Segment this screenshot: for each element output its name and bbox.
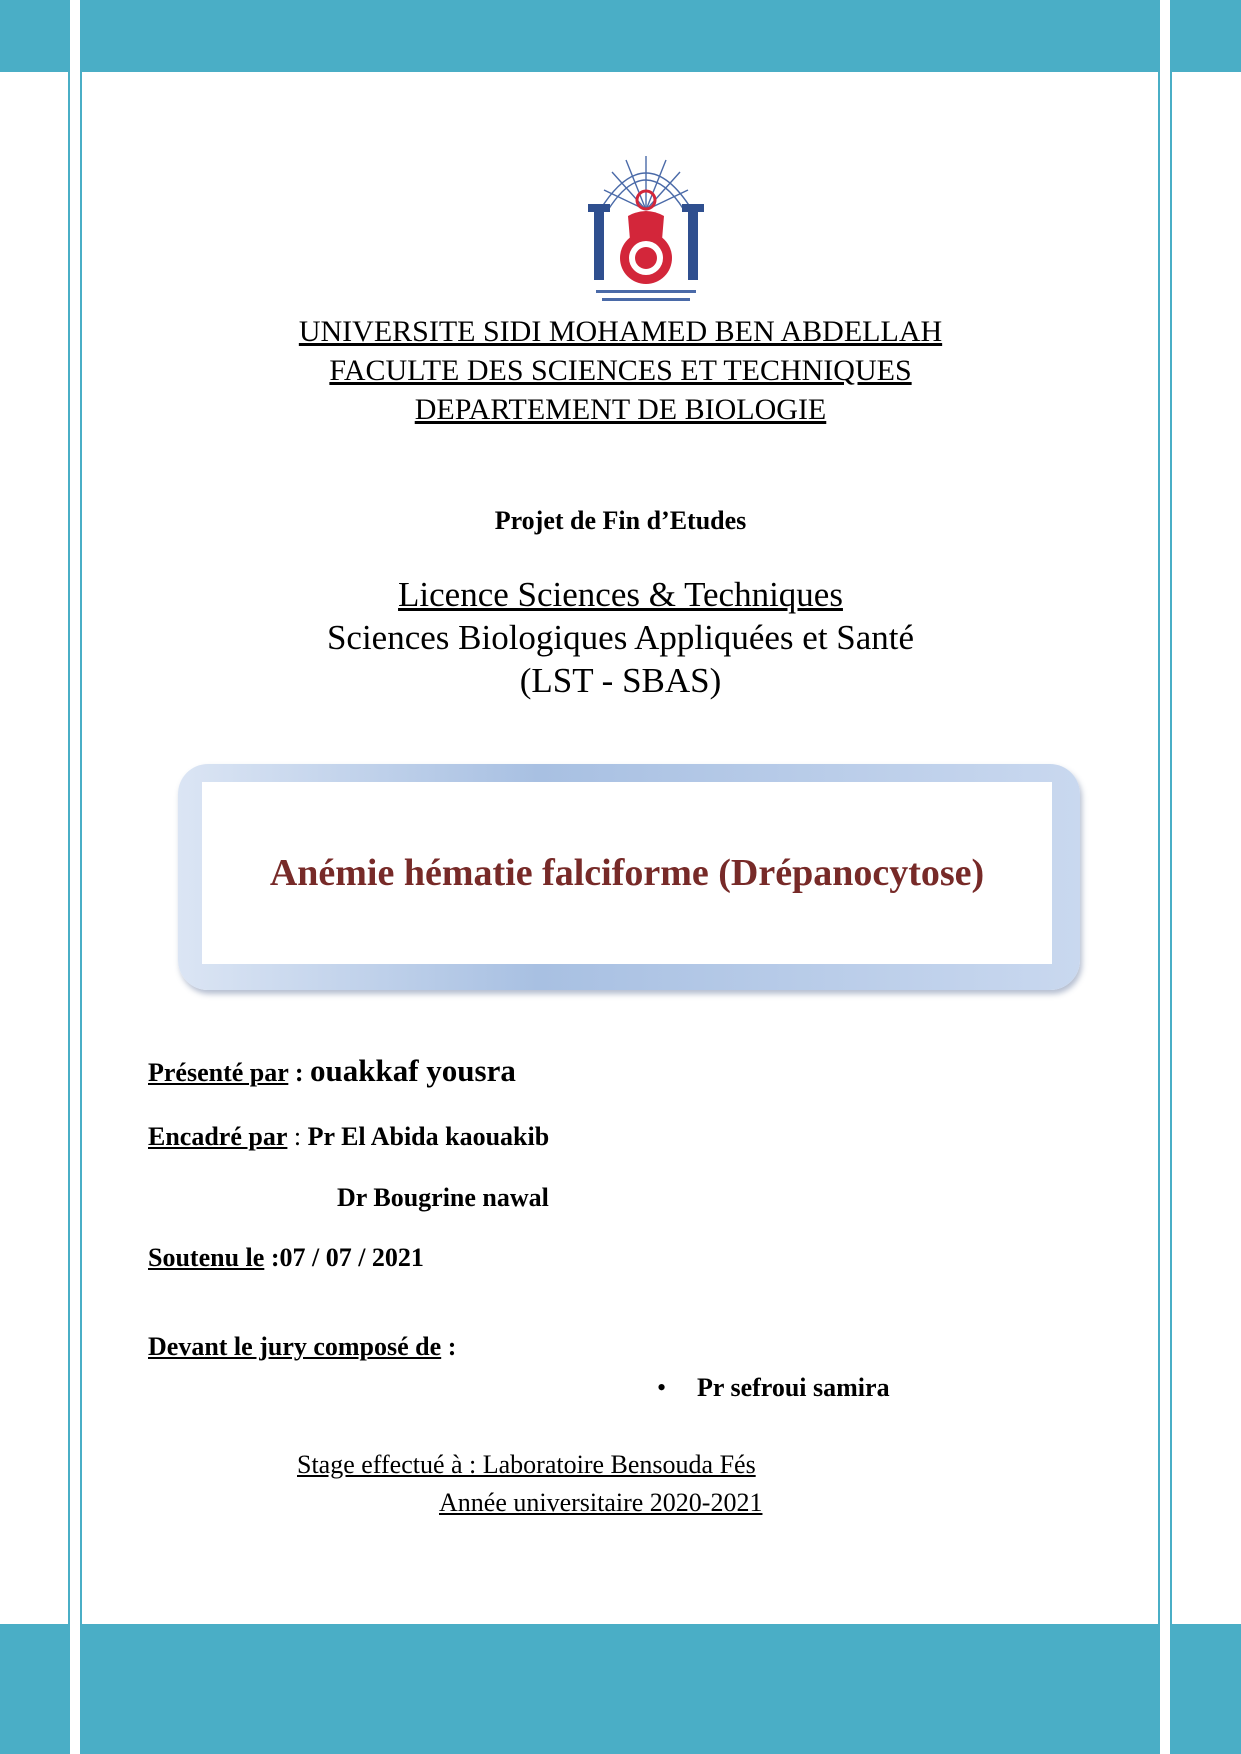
supervised-label: Encadré par bbox=[148, 1122, 288, 1151]
presented-by-line bbox=[148, 1053, 516, 1089]
degree-name: Licence Sciences & Techniques bbox=[398, 575, 843, 614]
student-name: ouakkaf yousra bbox=[309, 1053, 516, 1088]
border-line-left-inner bbox=[80, 0, 82, 1754]
internship-location: Stage effectué à : Laboratoire Bensouda Fés bbox=[297, 1450, 756, 1479]
program-block bbox=[0, 573, 1241, 702]
program-acronym: (LST - SBAS) bbox=[519, 661, 722, 700]
border-line-right-inner bbox=[1158, 0, 1160, 1754]
border-line-right-outer bbox=[1170, 0, 1172, 1754]
title-panel bbox=[202, 782, 1052, 964]
bottom-border-band-right bbox=[1172, 1624, 1241, 1754]
presented-separator: : bbox=[288, 1058, 310, 1087]
thesis-title: Anémie hématie falciforme (Drépanocytose) bbox=[269, 852, 985, 894]
jury-list-item bbox=[657, 1373, 890, 1403]
jury-separator: : bbox=[441, 1332, 457, 1361]
top-border-band-right bbox=[1172, 0, 1241, 72]
supervised-separator: : bbox=[287, 1122, 308, 1151]
defense-date-line bbox=[148, 1243, 424, 1273]
jury-label: Devant le jury composé de bbox=[148, 1332, 442, 1361]
university-name: UNIVERSITE SIDI MOHAMED BEN ABDELLAH bbox=[298, 315, 943, 348]
top-border-band-left bbox=[0, 0, 68, 72]
supervised-by-line bbox=[148, 1122, 549, 1152]
project-type: Projet de Fin d’Etudes bbox=[494, 506, 747, 535]
department-name: DEPARTEMENT DE BIOLOGIE bbox=[414, 393, 827, 426]
institution-header bbox=[0, 312, 1241, 429]
border-line-left-outer bbox=[68, 0, 70, 1754]
bottom-border-band-left bbox=[0, 1624, 68, 1754]
bottom-border-band bbox=[82, 1624, 1158, 1754]
supervisor-1: Pr El Abida kaouakib bbox=[307, 1122, 550, 1151]
field-name: Sciences Biologiques Appliquées et Santé bbox=[326, 618, 915, 657]
defense-date: :07 / 07 / 2021 bbox=[264, 1243, 424, 1272]
university-seal-icon bbox=[578, 140, 714, 310]
top-border-band bbox=[82, 0, 1158, 72]
jury-line bbox=[148, 1332, 456, 1362]
title-frame bbox=[178, 764, 1080, 990]
jury-member-name: Pr sefroui samira bbox=[697, 1373, 890, 1402]
academic-year: Année universitaire 2020-2021 bbox=[439, 1488, 763, 1517]
defended-label: Soutenu le bbox=[148, 1243, 265, 1272]
supervisor-2: Dr Bougrine nawal bbox=[337, 1183, 549, 1212]
bullet-icon: • bbox=[657, 1373, 667, 1402]
faculty-name: FACULTE DES SCIENCES ET TECHNIQUES bbox=[329, 354, 912, 387]
presented-label: Présenté par bbox=[148, 1058, 289, 1087]
